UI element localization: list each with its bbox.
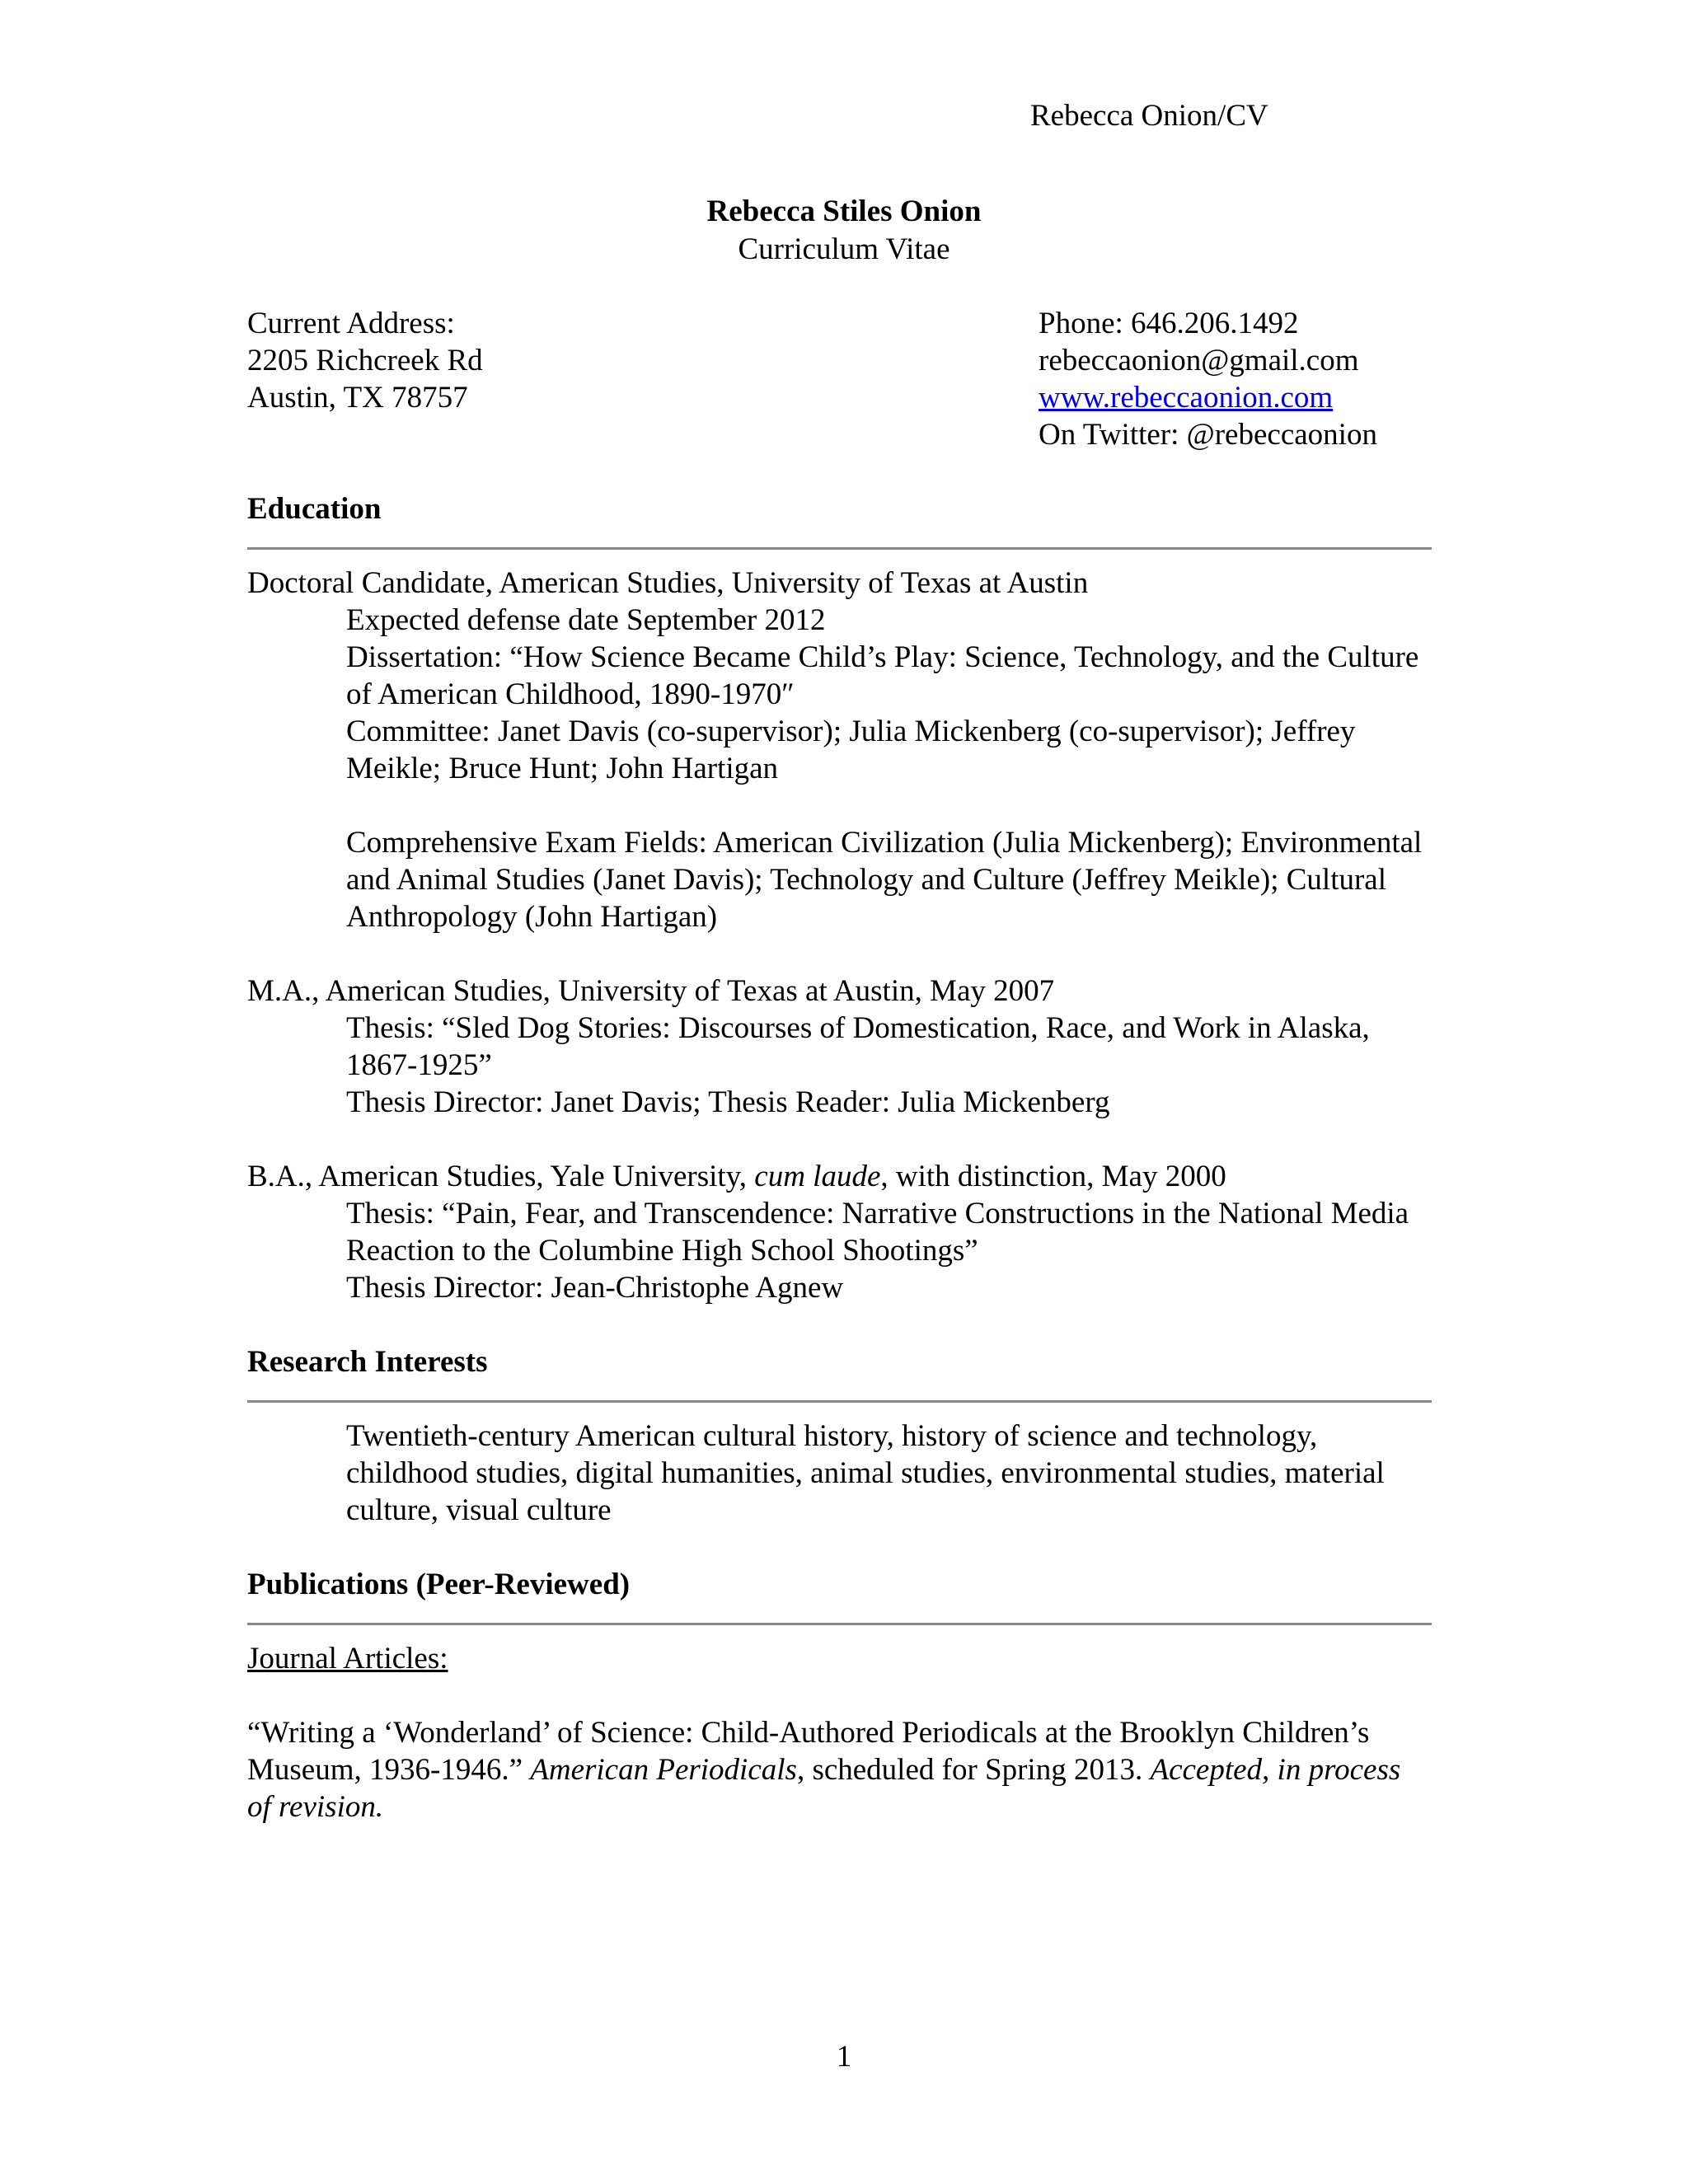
ma-degree: M.A., American Studies, University of Texas at Austin, May 2007	[247, 974, 1055, 1008]
ba-director: Thesis Director: Jean-Christophe Agnew	[346, 1271, 844, 1305]
ba-honors: cum laude	[754, 1160, 881, 1193]
phd-dissertation: Dissertation: “How Science Became Child’s Play: Science, Technology, and the Culture of American Childhood, 1890-1970″	[346, 640, 1419, 711]
article-status: Accepted, in process of revision.	[247, 1753, 1401, 1824]
ma-thesis: Thesis: “Sled Dog Stories: Discourses of Domestication, Race, and Work in Alaska, 1867-1925”	[346, 1011, 1370, 1082]
ba-degree-post: , with distinction, May 2000	[880, 1160, 1226, 1193]
ba-degree	[247, 1158, 1226, 1195]
article-title: “Writing a ‘Wonderland’ of Science: Child-Authored Periodicals at the Brooklyn Children’s Museum, 1936-1946.”	[247, 1716, 1370, 1787]
address-label: Current Address:	[247, 307, 455, 340]
education-rule	[247, 547, 1432, 550]
research-text: Twentieth-century American cultural history, history of science and technology, childhood studies, digital humanities, animal studies, environmental studies, material culture, visual culture	[346, 1419, 1385, 1527]
article-journal: American Periodicals	[530, 1753, 797, 1787]
research-rule	[247, 1400, 1432, 1403]
ma-director: Thesis Director: Janet Davis; Thesis Reader: Julia Mickenberg	[346, 1085, 1110, 1119]
email: rebeccaonion@gmail.com	[1039, 344, 1359, 377]
phd-exam-fields: Comprehensive Exam Fields: American Civilization (Julia Mickenberg); Environmental and Animal Studies (Janet Davis); Technology and Culture (Jeffrey Meikle); Cultural Anthropology (John Hartigan)	[346, 826, 1423, 934]
website-link[interactable]: www.rebeccaonion.com	[1039, 381, 1334, 415]
phone: Phone: 646.206.1492	[1039, 307, 1299, 340]
page-number: 1	[836, 2040, 852, 2074]
cv-subtitle: Curriculum Vitae	[738, 232, 950, 266]
cv-name: Rebecca Stiles Onion	[706, 194, 982, 228]
website-line	[1039, 379, 1333, 416]
phd-committee: Committee: Janet Davis (co-supervisor); Julia Mickenberg (co-supervisor); Jeffrey Meikle; Bruce Hunt; John Hartigan	[346, 715, 1356, 785]
twitter: On Twitter: @rebeccaonion	[1039, 418, 1377, 452]
running-head: Rebecca Onion/CV	[1030, 99, 1268, 133]
address-line1: 2205 Richcreek Rd	[247, 344, 483, 377]
article-schedule: , scheduled for Spring 2013.	[796, 1753, 1151, 1787]
ba-degree-pre: B.A., American Studies, Yale University,	[247, 1160, 755, 1193]
phd-defense: Expected defense date September 2012	[346, 603, 826, 637]
education-heading: Education	[247, 492, 382, 526]
ba-thesis: Thesis: “Pain, Fear, and Transcendence: Narrative Constructions in the National Media Reaction to the Columbine High School Shootings”	[346, 1197, 1409, 1268]
publications-heading: Publications (Peer-Reviewed)	[247, 1568, 631, 1601]
article-citation	[247, 1714, 1432, 1825]
phd-degree: Doctoral Candidate, American Studies, University of Texas at Austin	[247, 566, 1089, 600]
address-line2: Austin, TX 78757	[247, 381, 468, 415]
research-heading: Research Interests	[247, 1345, 488, 1379]
publications-rule	[247, 1623, 1432, 1625]
journal-articles-subheading: Journal Articles:	[247, 1642, 448, 1675]
